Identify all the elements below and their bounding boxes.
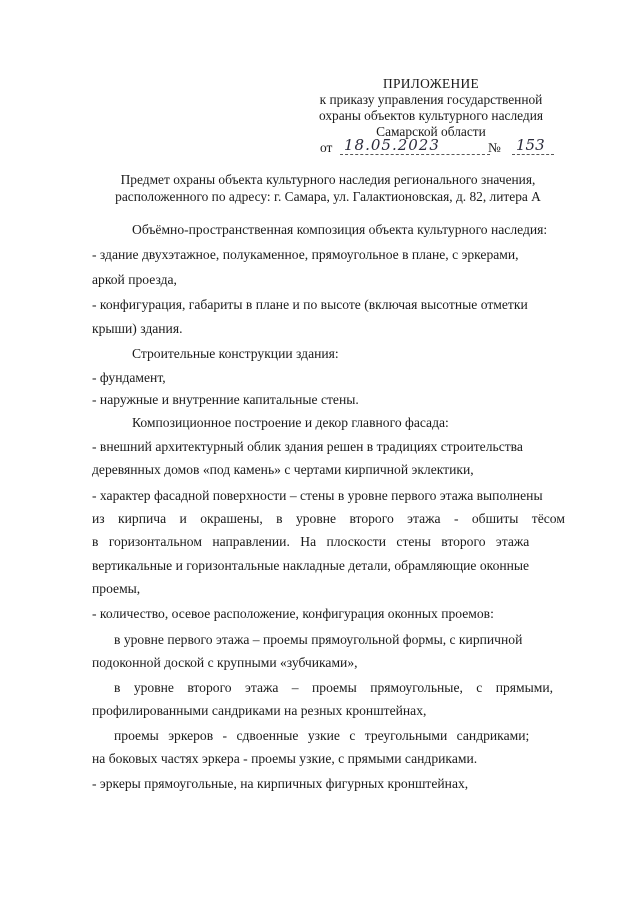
- text-line: из кирпича и окрашены, в уровне второго этажа - обшиты тёсом: [92, 511, 565, 526]
- handwritten-date: 18.05.2023: [344, 136, 440, 154]
- text-line: проемы,: [92, 581, 141, 596]
- appendix-header: [300, 76, 562, 140]
- text-line: подоконной доской с крупными «зубчиками»,: [92, 655, 358, 670]
- appendix-line: к приказу управления государственной: [319, 92, 543, 107]
- subject-line: Предмет охраны объекта культурного наследия регионального значения,: [120, 172, 536, 187]
- text-line: аркой проезда,: [92, 272, 177, 287]
- text-line: - конфигурация, габариты в плане и по высоте (включая высотные отметки: [92, 297, 528, 312]
- text-line: - внешний архитектурный облик здания решен в традициях строительства: [92, 439, 523, 454]
- appendix-line: охраны объектов культурного наследия: [318, 108, 544, 123]
- date-label: от: [320, 140, 333, 155]
- text-line: проемы эркеров - сдвоенные узкие с треугольными сандриками;: [114, 728, 530, 743]
- appendix-title: ПРИЛОЖЕНИЕ: [383, 76, 479, 91]
- document-subject: [88, 171, 568, 205]
- section-heading: Объёмно-пространственная композиция объекта культурного наследия:: [132, 222, 548, 237]
- text-line: вертикальные и горизонтальные накладные детали, обрамляющие оконные: [92, 558, 530, 573]
- text-line: - характер фасадной поверхности – стены в уровне первого этажа выполнены: [92, 488, 543, 503]
- text-line: - количество, осевое расположение, конфигурация оконных проемов:: [92, 606, 494, 621]
- text-line: профилированными сандриками на резных кронштейнах,: [92, 703, 427, 718]
- text-line: - наружные и внутренние капитальные стены.: [92, 392, 359, 407]
- text-line: - здание двухэтажное, полукаменное, прямоугольное в плане, с эркерами,: [92, 247, 519, 262]
- subject-line: расположенного по адресу: г. Самара, ул. Галактионовская, д. 82, литера А: [115, 189, 541, 204]
- text-line: - фундамент,: [92, 370, 166, 385]
- number-underline: [512, 154, 554, 155]
- text-line: на боковых частях эркера - проемы узкие, с прямыми сандриками.: [92, 751, 478, 766]
- handwritten-number: 153: [516, 136, 545, 154]
- section-heading: Композиционное построение и декор главного фасада:: [132, 415, 449, 430]
- number-label: №: [488, 140, 501, 155]
- text-line: в уровне второго этажа – проемы прямоугольные, с прямыми,: [114, 680, 554, 695]
- text-line: крыши) здания.: [92, 321, 183, 336]
- text-line: - эркеры прямоугольные, на кирпичных фигурных кронштейнах,: [92, 776, 469, 791]
- order-date-number: [320, 138, 560, 158]
- text-line: в уровне первого этажа – проемы прямоугольной формы, с кирпичной: [114, 632, 523, 647]
- text-line: деревянных домов «под камень» с чертами кирпичной эклектики,: [92, 462, 474, 477]
- section-heading: Строительные конструкции здания:: [132, 346, 339, 361]
- appendix-line: Самарской области: [376, 124, 486, 139]
- text-line: в горизонтальном направлении. На плоскости стены второго этажа: [92, 534, 530, 549]
- date-underline: [340, 154, 490, 155]
